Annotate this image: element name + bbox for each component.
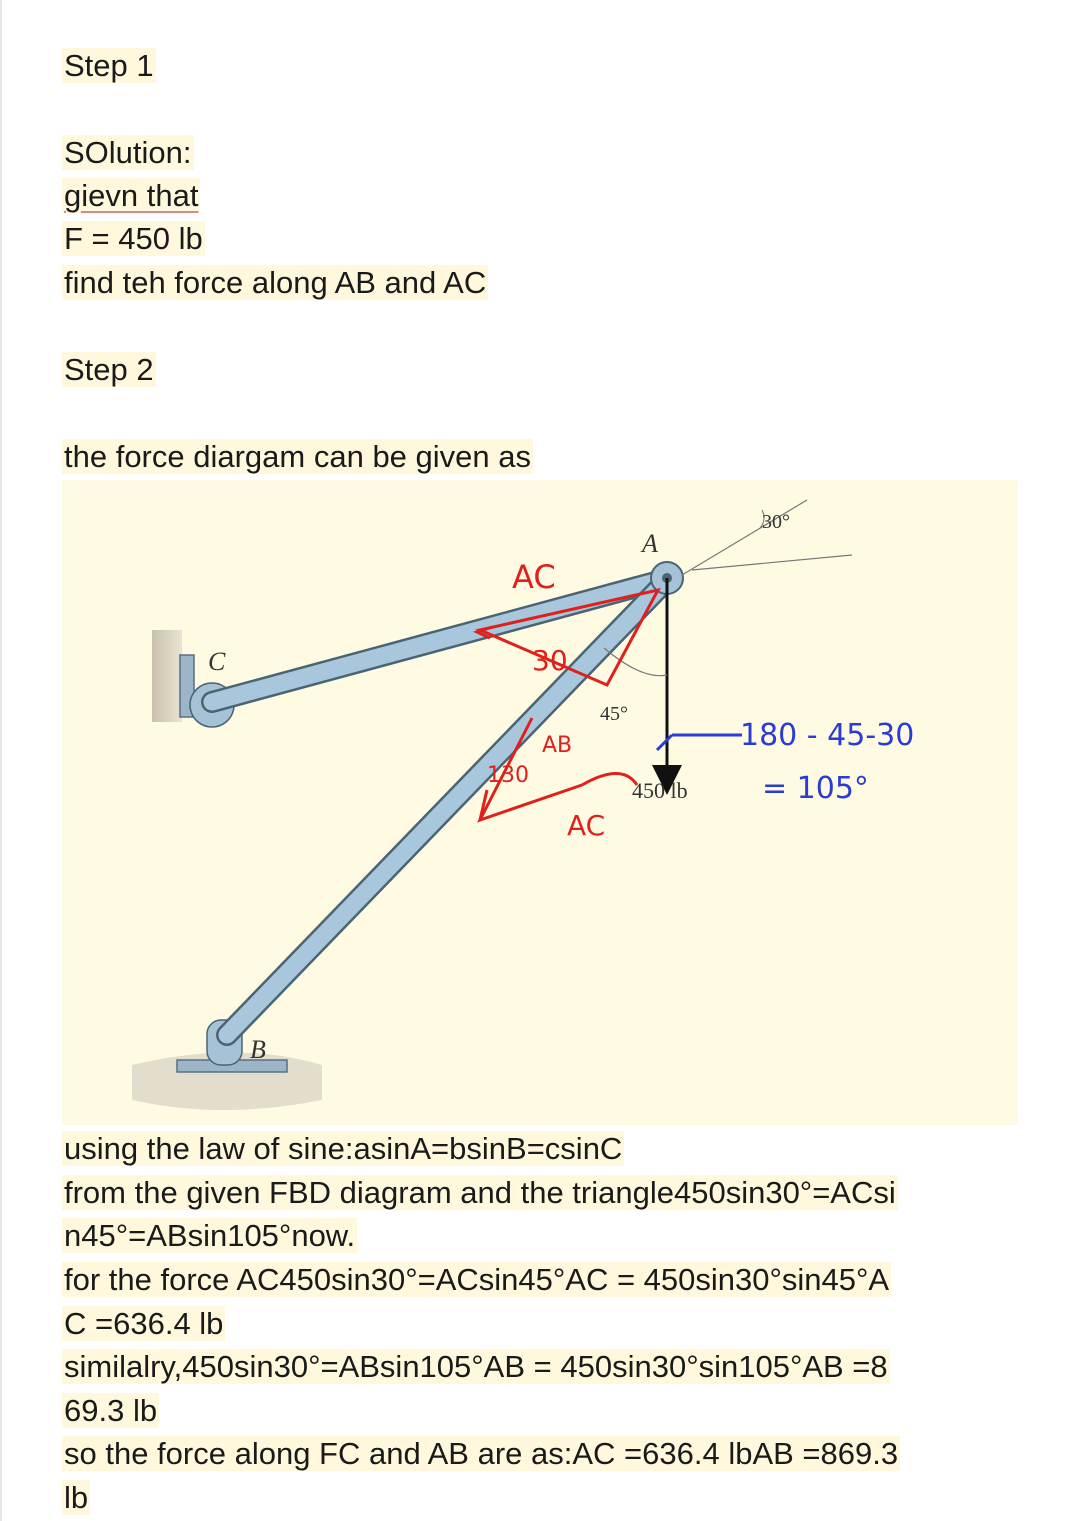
page-left-border xyxy=(0,0,2,1521)
diagram-intro-text: the force diargam can be given as xyxy=(64,439,531,474)
solution-line-2: from the given FBD diagram and the triangle450sin30°=ACsi xyxy=(64,1175,896,1210)
handwritten-angle-130: 130 xyxy=(487,763,529,788)
final-answer-line-1: so the force along FC and AB are as:AC =636.4 lbAB =869.3 xyxy=(64,1436,899,1471)
find-statement: find teh force along AB and AC xyxy=(64,265,487,300)
label-c: C xyxy=(208,647,226,676)
label-load: 450 lb xyxy=(632,778,688,803)
label-angle-45: 45° xyxy=(600,703,628,725)
handwritten-ac-top: AC xyxy=(512,558,556,596)
step-1-heading: Step 1 xyxy=(64,48,154,83)
force-diagram-figure xyxy=(62,480,1018,1125)
given-that-text: gievn that xyxy=(64,178,199,213)
given-force-text: F = 450 lb xyxy=(64,221,203,256)
handwritten-calc-line-1: 180 - 45-30 xyxy=(740,718,915,753)
step-2-heading: Step 2 xyxy=(64,352,154,387)
final-answer-line-2: lb xyxy=(64,1480,89,1515)
solution-label: SOlution: xyxy=(64,135,192,170)
label-a: A xyxy=(642,529,658,558)
blue-angle-pointer xyxy=(657,735,742,750)
handwritten-ab: AB xyxy=(542,733,573,758)
handwritten-calc-line-2: = 105° xyxy=(762,771,869,806)
wall-support xyxy=(152,630,182,722)
force-diagram xyxy=(62,480,1018,1125)
solution-line-3: n45°=ABsin105°now. xyxy=(64,1218,356,1253)
label-angle-30: 30° xyxy=(762,511,790,533)
handwritten-ac-bottom: AC xyxy=(567,809,606,842)
label-b: B xyxy=(250,1035,266,1064)
solution-line-5: C =636.4 lb xyxy=(64,1306,224,1341)
solution-line-6: similalry,450sin30°=ABsin105°AB = 450sin30°sin105°AB =8 xyxy=(64,1349,888,1384)
solution-line-7: 69.3 lb xyxy=(64,1393,158,1428)
solution-line-4: for the force AC450sin30°=ACsin45°AC = 450sin30°sin45°A xyxy=(64,1262,890,1297)
law-of-sines-text: using the law of sine:asinA=bsinB=csinC xyxy=(64,1131,623,1166)
handwritten-angle-30: 30 xyxy=(532,644,568,677)
